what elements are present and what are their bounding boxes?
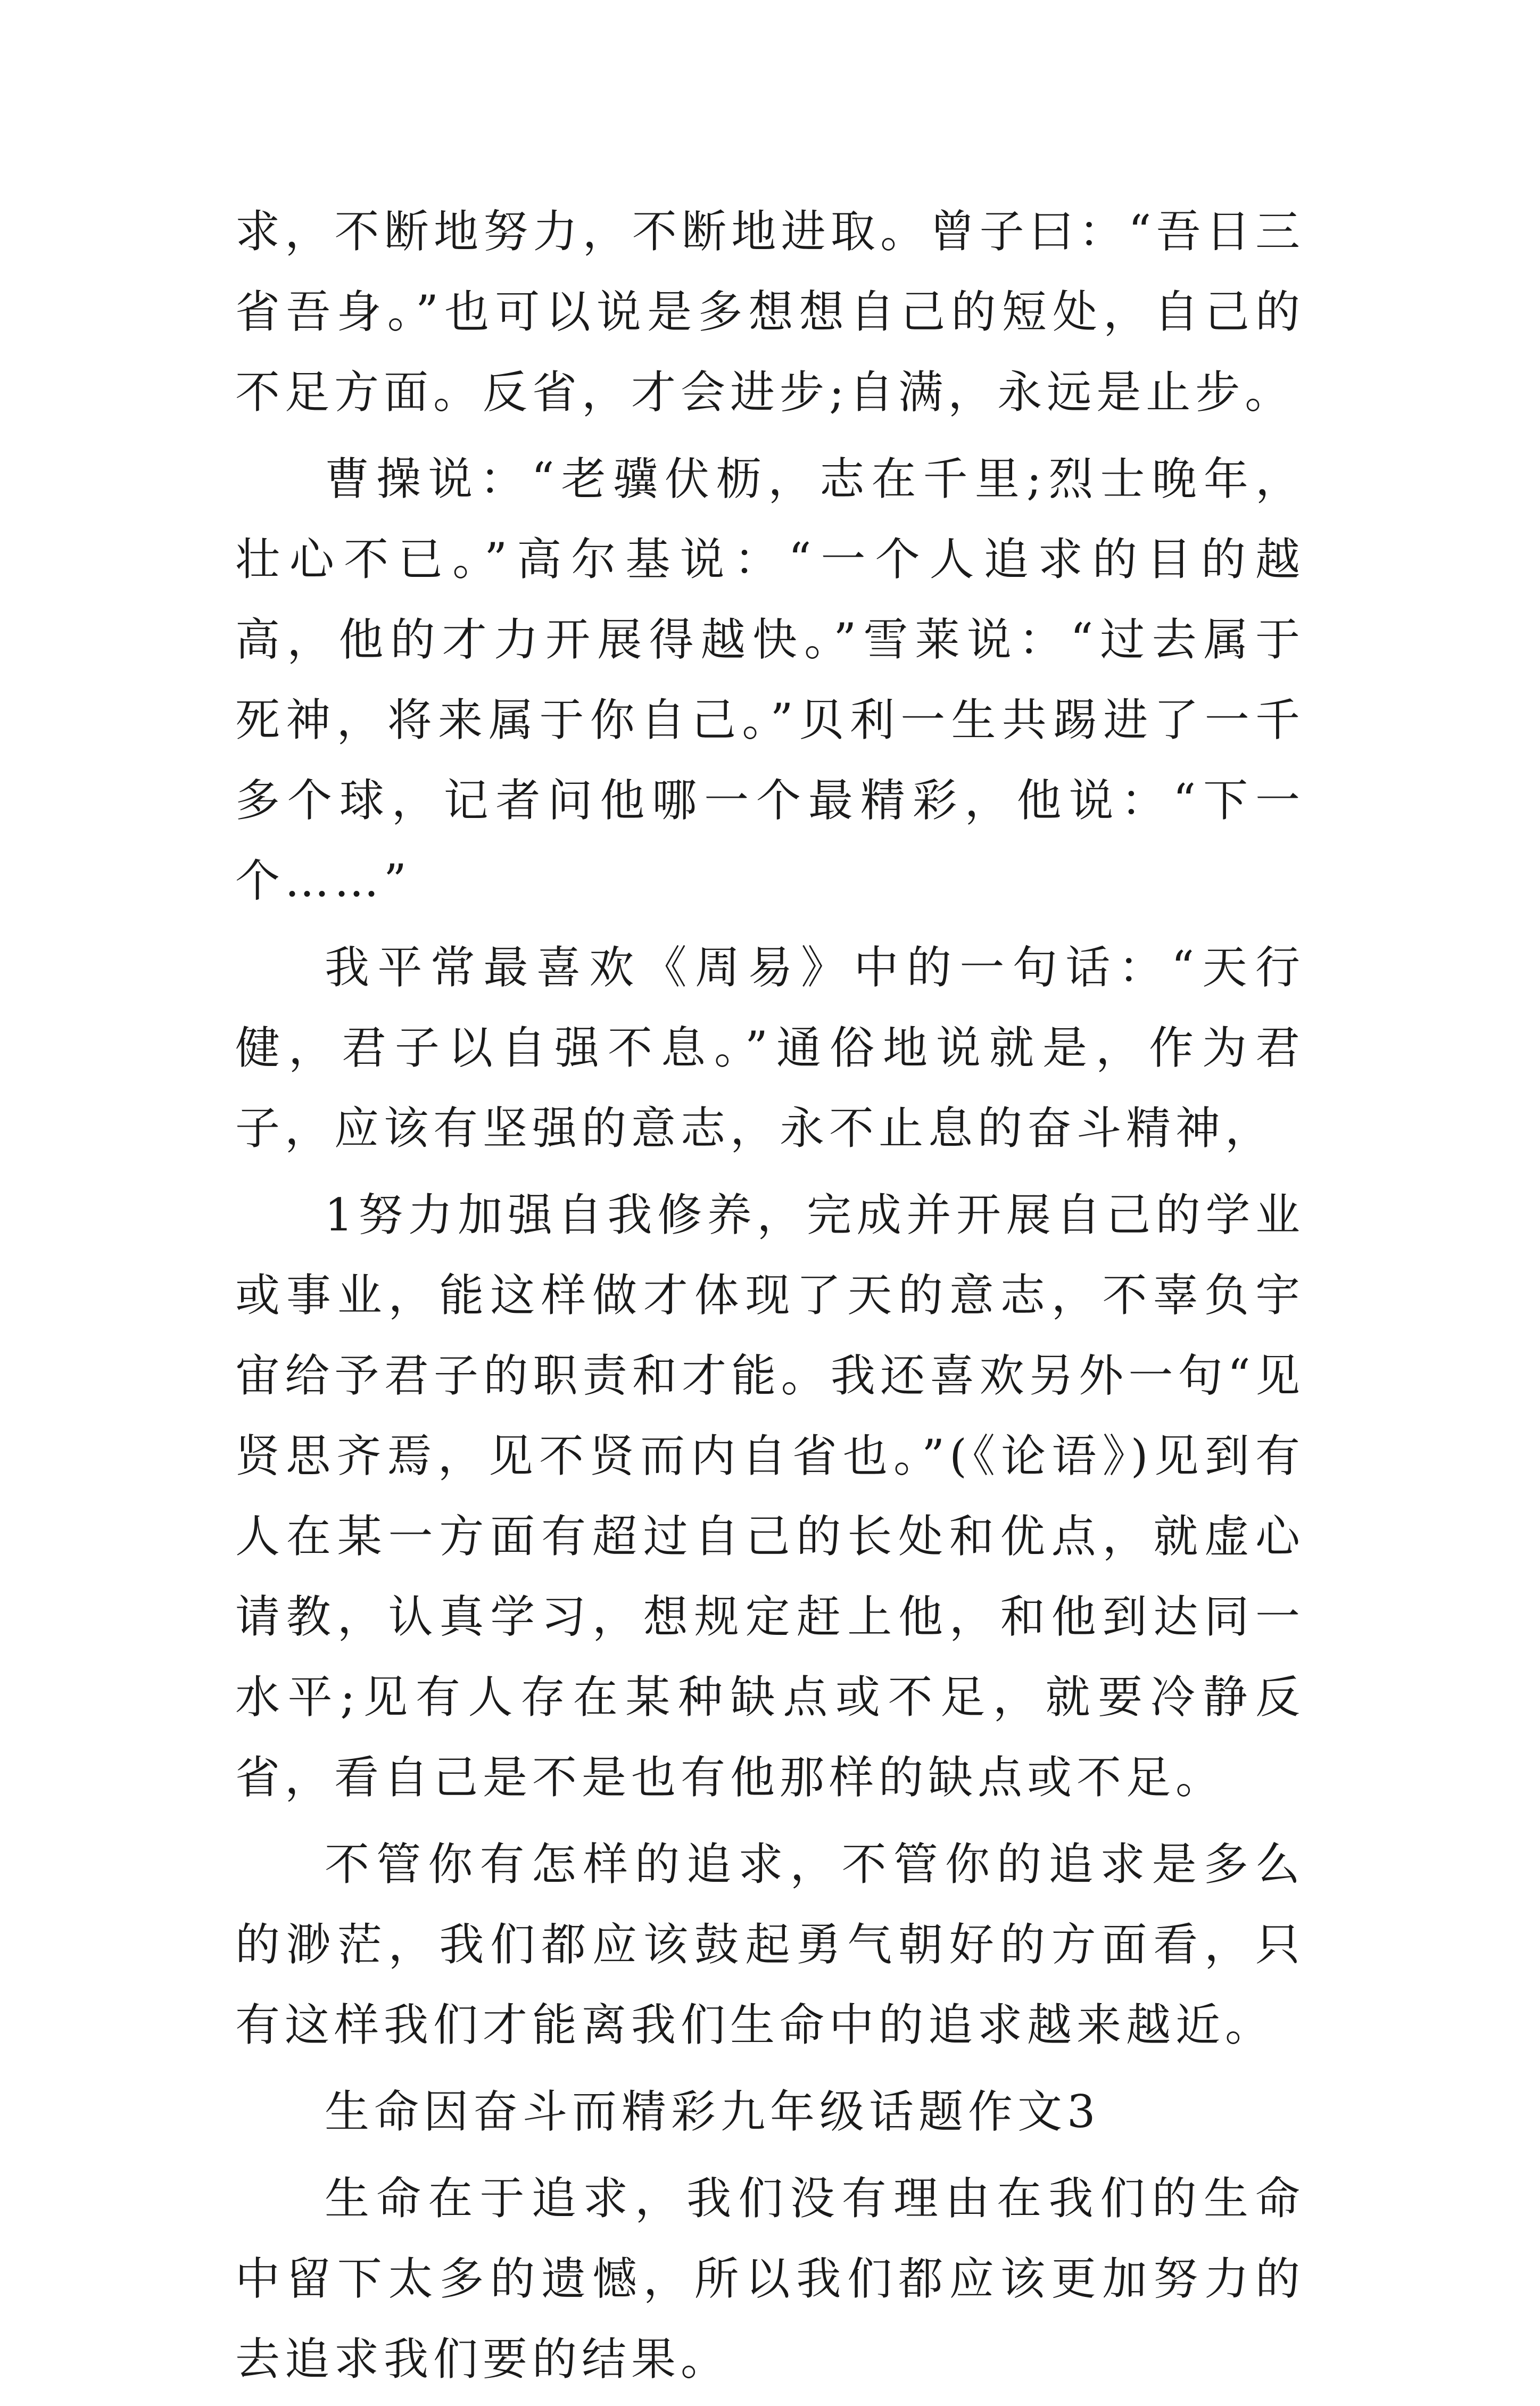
document-body bbox=[235, 192, 1305, 2406]
paragraph-3: 我平常最喜欢《周易》中的一句话：“天行健，君子以自强不息。”通俗地说就是，作为君子，应该有坚强的意志，永不止息的奋斗精神， bbox=[235, 941, 1305, 1154]
paragraph-4: 1努力加强自我修养，完成并开展自己的学业或事业，能这样做才体现了天的意志，不辜负宇宙给予君子的职责和才能。我还喜欢另外一句“见贤思齐焉，见不贤而内自省也。”(《论语》)见到有人在某一方面有超过自己的长处和优点，就虚心请教，认真学习，想规定赶上他，和他到达同一水平;见有人存在某种缺点或不足，就要冷静反省，看自己是不是也有他那样的缺点或不足。 bbox=[235, 1189, 1305, 1804]
paragraph-1: 求，不断地努力，不断地进取。曾子曰：“吾日三省吾身。”也可以说是多想想自己的短处，自己的不足方面。反省，才会进步;自满，永远是止步。 bbox=[235, 205, 1305, 418]
paragraph-5: 不管你有怎样的追求，不管你的追求是多么的渺茫，我们都应该鼓起勇气朝好的方面看，只有这样我们才能离我们生命中的追求越来越近。 bbox=[235, 1838, 1305, 2051]
paragraph-6: 生命在于追求，我们没有理由在我们的生命中留下太多的遗憾，所以我们都应该更加努力的去追求我们要的结果。 bbox=[235, 2172, 1305, 2385]
paragraph-2: 曹操说：“老骥伏枥，志在千里;烈士晚年，壮心不已。”高尔基说：“一个人追求的目的越高，他的才力开展得越快。”雪莱说：“过去属于死神，将来属于你自己。”贝利一生共踢进了一千多个球，记者问他哪一个最精彩，他说：“下一个……” bbox=[235, 453, 1305, 907]
section-heading: 生命因奋斗而精彩九年级话题作文3 bbox=[325, 2086, 1100, 2138]
